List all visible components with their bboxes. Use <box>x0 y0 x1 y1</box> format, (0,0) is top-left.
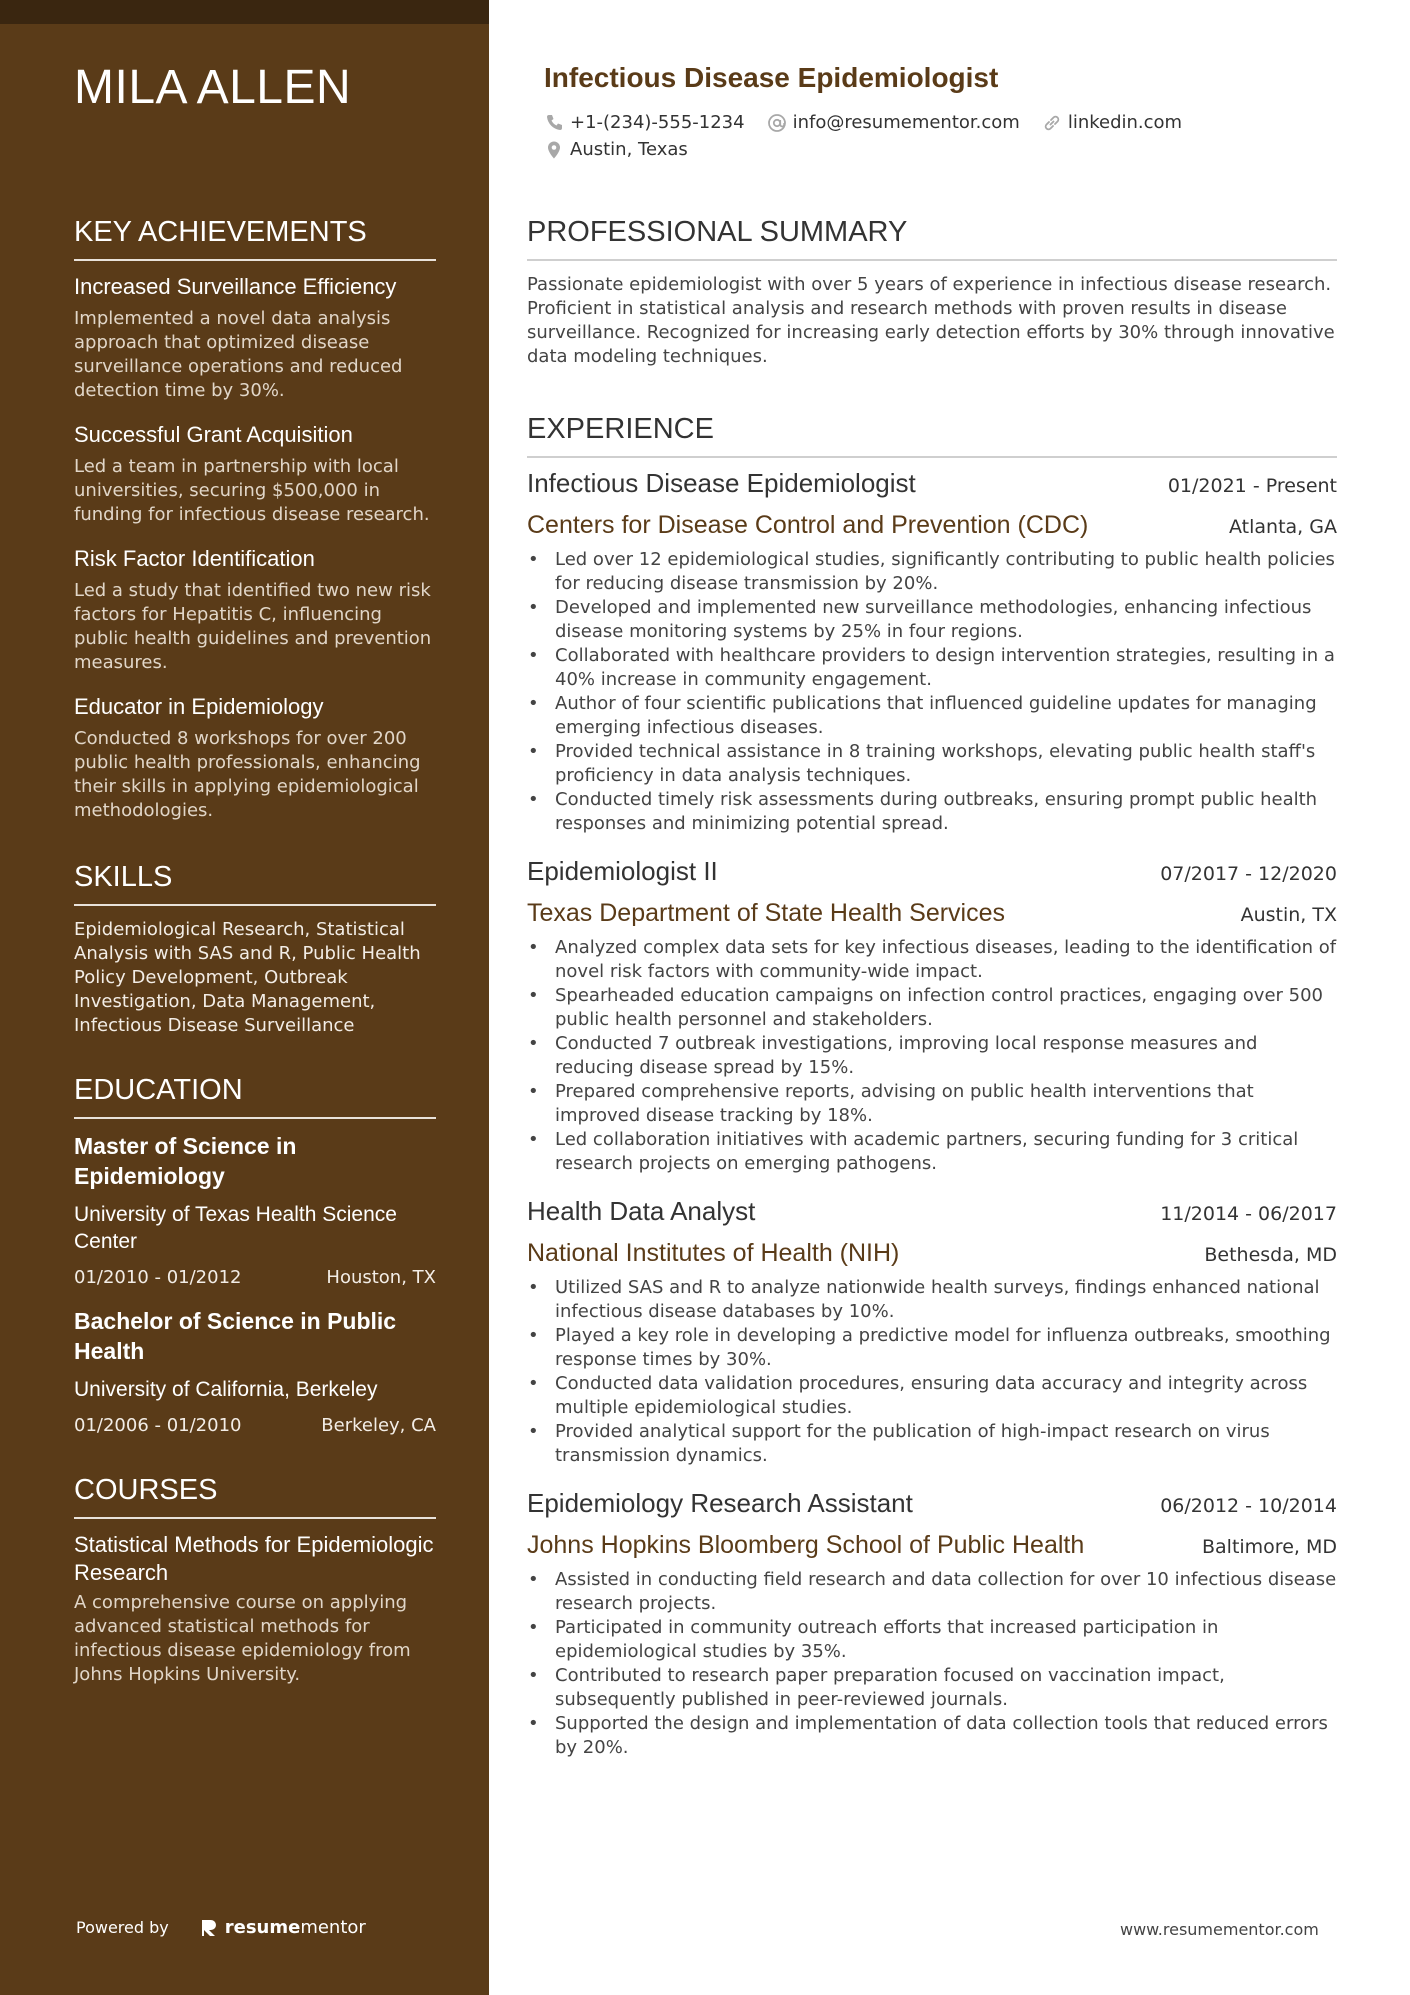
achievement-description: Conducted 8 workshops for over 200 public health professionals, enhancing their skills in applying epidemiological methodologies. <box>74 728 421 821</box>
brand-logo[interactable] <box>199 1917 366 1938</box>
contact-row <box>544 112 1182 133</box>
achievement-item <box>74 273 436 403</box>
job-role: Epidemiologist II <box>527 856 718 886</box>
powered-by <box>76 1917 366 1938</box>
job-location: Bethesda, MD <box>1204 1244 1337 1266</box>
location-pin-icon <box>544 140 564 160</box>
job-header <box>527 1196 1337 1227</box>
job-entry <box>527 468 1337 836</box>
job-company: Centers for Disease Control and Prevention (CDC) <box>527 511 1089 539</box>
list-item: • Contributed to research paper preparation focused on vaccination impact, subsequently published in peer-reviewed journals. <box>555 1664 1337 1712</box>
achievement-title: Risk Factor Identification <box>74 546 315 571</box>
education-item <box>74 1131 436 1288</box>
target-job-title: Infectious Disease Epidemiologist <box>544 62 999 93</box>
education-dates: 01/2006 - 01/2010 <box>74 1415 242 1436</box>
list-item: • Provided technical assistance in 8 training workshops, elevating public health staff's proficiency in data analysis techniques. <box>555 740 1337 788</box>
course-title: Statistical Methods for Epidemiologic Research <box>74 1532 434 1585</box>
list-item: • Prepared comprehensive reports, advising on public health interventions that improved disease tracking by 18%. <box>555 1080 1337 1128</box>
job-role: Epidemiology Research Assistant <box>527 1488 913 1518</box>
job-bullets <box>527 548 1337 836</box>
achievement-title: Increased Surveillance Efficiency <box>74 274 397 299</box>
job-entry <box>527 1488 1337 1760</box>
job-dates: 07/2017 - 12/2020 <box>1160 863 1337 885</box>
candidate-name: MILA ALLEN <box>74 61 352 114</box>
education-heading: EDUCATION <box>74 1074 436 1119</box>
link-icon <box>1042 113 1062 133</box>
list-item: • Developed and implemented new surveillance methodologies, enhancing infectious disease monitoring systems by 25% in four regions. <box>555 596 1337 644</box>
list-item: • Supported the design and implementation of data collection tools that reduced errors by 20%. <box>555 1712 1337 1760</box>
job-dates: 11/2014 - 06/2017 <box>1160 1203 1337 1225</box>
footer-website-link[interactable]: www.resumementor.com <box>1120 1920 1319 1939</box>
brand-name-bold: resume <box>224 1917 301 1938</box>
experience-heading: EXPERIENCE <box>527 413 1337 458</box>
achievement-description: Led a team in partnership with local universities, securing $500,000 in funding for infectious disease research. <box>74 456 430 525</box>
job-header <box>527 1488 1337 1519</box>
education-location: Berkeley, CA <box>321 1415 436 1436</box>
skills-heading: SKILLS <box>74 861 436 906</box>
job-company: Texas Department of State Health Services <box>527 899 1006 927</box>
section-gap <box>74 1454 436 1474</box>
education-dates: 01/2010 - 01/2012 <box>74 1267 242 1288</box>
education-school: University of Texas Health Science Center <box>74 1203 397 1253</box>
job-company-row <box>527 899 1337 928</box>
skills-text: Epidemiological Research, Statistical Analysis with SAS and R, Public Health Policy Development, Outbreak Investigation, Data Management, Infectious Disease Surveillance <box>74 919 421 1036</box>
list-item: • Conducted data validation procedures, ensuring data accuracy and integrity across multiple epidemiological studies. <box>555 1372 1337 1420</box>
brand-name-light: mentor <box>300 1917 366 1938</box>
achievement-description: Led a study that identified two new risk factors for Hepatitis C, influencing public health guidelines and prevention measures. <box>74 580 432 673</box>
achievement-item <box>74 545 436 675</box>
contact-row <box>544 139 688 160</box>
list-item: • Participated in community outreach efforts that increased participation in epidemiological studies by 35%. <box>555 1616 1337 1664</box>
achievement-description: Implemented a novel data analysis approach that optimized disease surveillance operations and reduced detection time by 30%. <box>74 308 403 401</box>
email-text: info@resumementor.com <box>792 112 1020 133</box>
sidebar-top-bar <box>0 0 489 24</box>
education-degree: Bachelor of Science in Public Health <box>74 1308 397 1364</box>
job-company: National Institutes of Health (NIH) <box>527 1239 900 1267</box>
job-role: Infectious Disease Epidemiologist <box>527 468 916 498</box>
education-degree: Master of Science in Epidemiology <box>74 1133 297 1189</box>
education-meta <box>74 1415 436 1436</box>
job-entry <box>527 856 1337 1176</box>
job-location: Austin, TX <box>1240 904 1337 926</box>
job-bullets <box>527 936 1337 1176</box>
job-header <box>527 856 1337 887</box>
education-location: Houston, TX <box>326 1267 436 1288</box>
list-item: • Conducted timely risk assessments during outbreaks, ensuring prompt public health responses and minimizing potential spread. <box>555 788 1337 836</box>
contact-location <box>544 139 688 160</box>
sidebar <box>0 0 489 1995</box>
summary-text: Passionate epidemiologist with over 5 years of experience in infectious disease research. Proficient in statistical analysis and research methods with proven results in disease surveillance. Recognized for increasing early detection efforts by 30% through innovative data modeling techniques. <box>527 274 1335 367</box>
job-company-row <box>527 1531 1337 1560</box>
list-item: • Assisted in conducting field research and data collection for over 10 infectious disease research projects. <box>555 1568 1337 1616</box>
job-role: Health Data Analyst <box>527 1196 756 1226</box>
job-dates: 06/2012 - 10/2014 <box>1160 1495 1337 1517</box>
job-location: Atlanta, GA <box>1229 516 1337 538</box>
job-location: Baltimore, MD <box>1201 1536 1337 1558</box>
list-item: • Spearheaded education campaigns on infection control practices, engaging over 500 public health personnel and stakeholders. <box>555 984 1337 1032</box>
at-sign-icon <box>767 113 787 133</box>
section-gap <box>74 1038 436 1074</box>
education-meta <box>74 1267 436 1288</box>
job-header <box>527 468 1337 499</box>
achievement-title: Educator in Epidemiology <box>74 694 324 719</box>
list-item: • Analyzed complex data sets for key infectious diseases, leading to the identification of novel risk factors with community-wide impact. <box>555 936 1337 984</box>
achievement-title: Successful Grant Acquisition <box>74 422 353 447</box>
sidebar-content <box>74 216 436 1705</box>
summary-section <box>527 216 1337 369</box>
list-item: • Provided analytical support for the publication of high-impact research on virus transmission dynamics. <box>555 1420 1337 1468</box>
contact-phone[interactable] <box>544 112 745 133</box>
course-description: A comprehensive course on applying advanced statistical methods for infectious disease epidemiology from Johns Hopkins University. <box>74 1592 411 1685</box>
list-item: • Collaborated with healthcare providers to design intervention strategies, resulting in a 40% increase in community engagement. <box>555 644 1337 692</box>
job-company: Johns Hopkins Bloomberg School of Public Health <box>527 1531 1085 1559</box>
list-item: • Led collaboration initiatives with academic partners, securing funding for 3 critical research projects on emerging pathogens. <box>555 1128 1337 1176</box>
education-school: University of California, Berkeley <box>74 1378 378 1401</box>
job-company-row <box>527 1239 1337 1268</box>
linkedin-text: linkedin.com <box>1067 112 1183 133</box>
location-text: Austin, Texas <box>570 139 688 160</box>
job-bullets <box>527 1568 1337 1760</box>
achievement-item <box>74 421 436 527</box>
list-item: • Led over 12 epidemiological studies, significantly contributing to public health policies for reducing disease transmission by 20%. <box>555 548 1337 596</box>
key-achievements-heading: KEY ACHIEVEMENTS <box>74 216 436 261</box>
section-gap <box>74 841 436 861</box>
list-item: • Played a key role in developing a predictive model for influenza outbreaks, smoothing response times by 30%. <box>555 1324 1337 1372</box>
job-bullets <box>527 1276 1337 1468</box>
contact-email[interactable] <box>767 112 1020 133</box>
course-item <box>74 1531 436 1687</box>
list-item: • Conducted 7 outbreak investigations, improving local response measures and reducing disease spread by 15%. <box>555 1032 1337 1080</box>
achievement-item <box>74 693 436 823</box>
courses-heading: COURSES <box>74 1474 436 1519</box>
job-company-row <box>527 511 1337 540</box>
brand-mark-icon <box>199 1918 219 1938</box>
summary-heading: PROFESSIONAL SUMMARY <box>527 216 1337 261</box>
powered-by-label: Powered by <box>76 1918 169 1937</box>
experience-section <box>527 413 1337 1760</box>
list-item: • Author of four scientific publications that influenced guideline updates for managing emerging infectious diseases. <box>555 692 1337 740</box>
phone-icon <box>544 113 564 133</box>
phone-text: +1-(234)-555-1234 <box>570 112 745 133</box>
job-entry <box>527 1196 1337 1468</box>
contact-linkedin[interactable] <box>1042 112 1182 133</box>
job-dates: 01/2021 - Present <box>1167 475 1337 497</box>
list-item: • Utilized SAS and R to analyze nationwide health surveys, findings enhanced national infectious disease databases by 10%. <box>555 1276 1337 1324</box>
education-item <box>74 1306 436 1436</box>
